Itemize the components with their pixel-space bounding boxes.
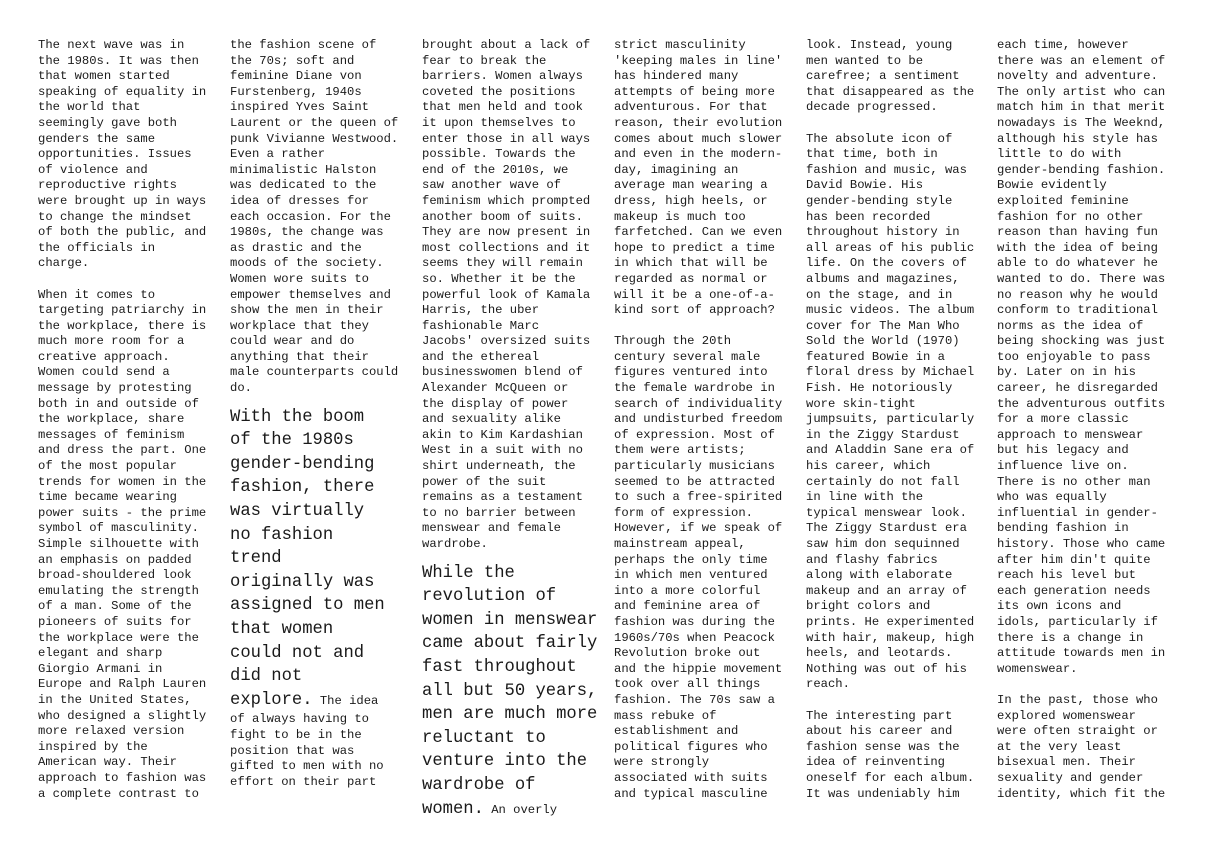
paragraph: The next wave was in the 1980s. It was then that women started speaking of equality in the world that seemingly gave both genders the same opportunities. Issues of violence and reproductive rights were brought up in ways to change the mindset of both the public, and the officials in charge. <box>38 38 207 271</box>
article-column-3 <box>422 38 600 821</box>
article-column-1 <box>38 38 216 802</box>
article-column-5 <box>806 38 984 802</box>
paragraph: Through the 20th century several male figures ventured into the female wardrobe in search of individuality and undisturbed freedom of expression. Most of them were artists; particularly musicians seemed to be attracted to such a free-spirited form of expression. However, if we speak of mainstream appeal, perhaps the only time in which men ventured into a more colorful and feminine area of fashion was during the 1960s/70s when Peacock Revolution broke out and the hippie movement took over all things fashion. The 70s saw a mass rebuke of establishment and political figures who were strongly associated with suits and typical masculine <box>614 334 783 801</box>
article-column-2 <box>230 38 408 790</box>
pull-quote-paragraph <box>230 406 408 791</box>
pull-quote-paragraph <box>422 562 600 822</box>
article-column-6 <box>997 38 1175 802</box>
paragraph: strict masculinity 'keeping males in line' has hindered many attempts of being more adventurous. For that reason, their evolution comes about much slower and even in the modern- day, imagining an average man wearing a dress, high heels, or makeup is much too farfetched. Can we even hope to predict a time in which that will be regarded as normal or will it be a one-of-a- kind sort of approach? <box>614 38 783 318</box>
pull-quote: With the boom of the 1980s gender-bending fashion, there was virtually no fashion trend originally was assigned to men that women could not and did not explore. <box>230 407 385 710</box>
article-column-4 <box>614 38 792 802</box>
paragraph: the fashion scene of the 70s; soft and feminine Diane von Furstenberg, 1940s inspired Yves Saint Laurent or the queen of punk Vivianne Westwood. Even a rather minimalistic Halston was dedicated to the idea of dresses for each occasion. For the 1980s, the change was as drastic and the moods of the society. Women wore suits to empower themselves and show the men in their workplace that they could wear and do anything that their male counterparts could do. <box>230 38 399 396</box>
paragraph: When it comes to targeting patriarchy in the workplace, there is much more room for a creative approach. Women could send a message by protesting both in and outside of the workplace, share messages of feminism and dress the part. One of the most popular trends for women in the time became wearing power suits - the prime symbol of masculinity. Simple silhouette with an emphasis on padded broad-shouldered look emulating the strength of a man. Some of the pioneers of suits for the workplace were the elegant and sharp Giorgio Armani in Europe and Ralph Lauren in the United States, who designed a slightly more relaxed version inspired by the American way. Their approach to fashion was a complete contrast to <box>38 287 207 801</box>
paragraph: In the past, those who explored womenswear were often straight or at the very least bisexual men. Their sexuality and gender identity, which fit the <box>997 692 1166 801</box>
paragraph: brought about a lack of fear to break the barriers. Women always coveted the positions that men held and took it upon themselves to enter those in all ways possible. Towards the end of the 2010s, we saw another wave of feminism which prompted another boom of suits. They are now present in most collections and it seems they will remain so. Whether it be the powerful look of Kamala Harris, the uber fashionable Marc Jacobs' oversized suits and the ethereal businesswomen blend of Alexander McQueen or the display of power and sexuality alike akin to Kim Kardashian West in a suit with no shirt underneath, the power of the suit remains as a testament to no barrier between menswear and female wardrobe. <box>422 38 591 551</box>
paragraph: look. Instead, young men wanted to be carefree; a sentiment that disappeared as the decade progressed. <box>806 38 975 115</box>
pull-quote: While the revolution of women in menswear came about fairly fast throughout all but 50 years, men are much more reluctant to venture into the wardrobe of women. <box>422 563 598 819</box>
paragraph: each time, however there was an element of novelty and adventure. The only artist who can match him in that merit nowadays is The Weeknd, although his style has little to do with gender-bending fashion. Bowie evidently exploited feminine fashion for no other reason than having fun with the idea of being able to do whatever he wanted to do. There was no reason why he would conform to traditional norms as the idea of being shocking was just too enjoyable to pass by. Later on in his career, he disregarded the adventurous outfits for a more classic approach to menswear but his legacy and influence live on. There is no other man who was equally influential in gender- bending fashion in history. Those who came after him din't quite reach his level but each generation needs its own icons and idols, particularly if there is a change in attitude towards men in womenswear. <box>997 38 1166 676</box>
paragraph: The absolute icon of that time, both in fashion and music, was David Bowie. His gender-bending style has been recorded throughout history in all areas of his public life. On the covers of albums and magazines, on the stage, and in music videos. The album cover for The Man Who Sold the World (1970) featured Bowie in a floral dress by Michael Fish. He notoriously wore skin-tight jumpsuits, particularly in the Ziggy Stardust and Aladdin Sane era of his career, which certainly do not fall in line with the typical menswear look. The Ziggy Stardust era saw him don sequinned and flashy fabrics along with elaborate makeup and an array of bright colors and prints. He experimented with hair, makeup, high heels, and leotards. Nothing was out of his reach. <box>806 131 975 692</box>
pull-quote-continuation: An overly <box>483 802 558 817</box>
paragraph: The interesting part about his career and fashion sense was the idea of reinventing oneself for each album. It was undeniably him <box>806 708 975 801</box>
pull-quote-continuation: The idea of always having to fight to be in the position that was gifted to men with no effort on their part <box>230 693 384 789</box>
